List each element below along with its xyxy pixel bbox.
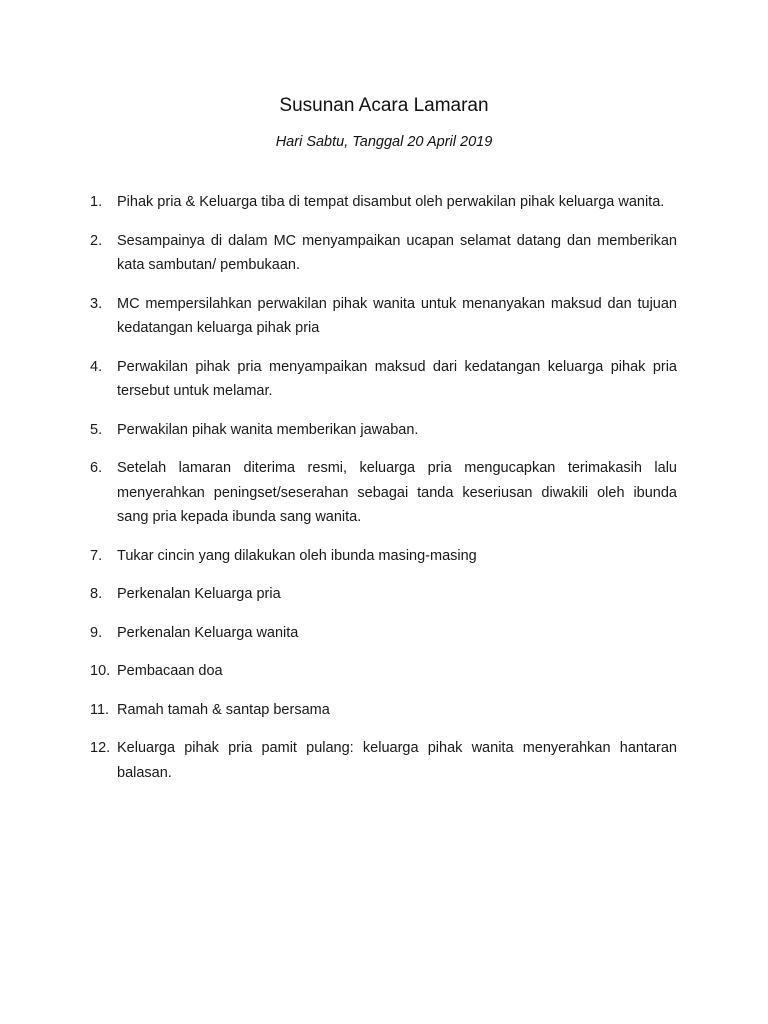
agenda-item	[0, 621, 768, 646]
document-title: Susunan Acara Lamaran	[279, 95, 489, 116]
agenda-item-text: Perkenalan Keluarga pria	[117, 586, 281, 602]
agenda-item-text: Perwakilan pihak wanita memberikan jawaban.	[117, 421, 419, 438]
agenda-item-text: Tukar cincin yang dilakukan oleh ibunda masing-masing	[117, 547, 477, 564]
agenda-item-number: 8.	[90, 586, 103, 602]
agenda-item	[0, 229, 768, 278]
agenda-item-text: Pihak pria & Keluarga tiba di tempat disambut oleh perwakilan pihak keluarga wanita.	[117, 194, 665, 210]
agenda-item	[0, 698, 768, 723]
agenda-item-number: 6.	[90, 460, 103, 476]
agenda-item-number: 2.	[90, 232, 103, 249]
agenda-item	[0, 190, 768, 215]
agenda-item-text: MC mempersilahkan perwakilan pihak wanita untuk menanyakan maksud dan tujuan kedatangan keluarga pihak pria	[117, 295, 677, 336]
agenda-item-number: 9.	[90, 624, 103, 641]
agenda-item-number: 5.	[90, 421, 103, 438]
agenda-item	[0, 736, 768, 785]
agenda-item	[0, 292, 768, 341]
agenda-item	[0, 659, 768, 684]
agenda-item-text: Perkenalan Keluarga wanita	[117, 624, 299, 641]
agenda-item-number: 4.	[90, 358, 103, 375]
agenda-item-number: 3.	[90, 295, 103, 312]
agenda-item	[0, 582, 768, 607]
agenda-item-text: Ramah tamah & santap bersama	[117, 701, 330, 718]
agenda-item-number: 7.	[90, 547, 103, 564]
agenda-item	[0, 544, 768, 569]
agenda-item	[0, 418, 768, 443]
agenda-item-number: 1.	[90, 194, 103, 210]
agenda-item-text: Keluarga pihak pria pamit pulang: keluarga pihak wanita menyerahkan hantaran balasan.	[117, 740, 677, 781]
agenda-item-number: 11.	[90, 701, 110, 718]
agenda-item-text: Pembacaan doa	[117, 663, 223, 679]
agenda-item-number: 10.	[90, 663, 111, 679]
agenda-item	[0, 355, 768, 404]
agenda-item-text: Perwakilan pihak pria menyampaikan maksud dari kedatangan keluarga pihak pria tersebut untuk melamar.	[117, 358, 677, 399]
agenda-item-number: 12.	[90, 740, 111, 756]
document-subtitle: Hari Sabtu, Tanggal 20 April 2019	[275, 134, 493, 150]
agenda-item	[0, 456, 768, 530]
agenda-item-text: Sesampainya di dalam MC menyampaikan ucapan selamat datang dan memberikan kata sambutan/ pembukaan.	[117, 232, 677, 273]
agenda-list	[0, 190, 768, 799]
agenda-item-text: Setelah lamaran diterima resmi, keluarga pria mengucapkan terimakasih lalu menyerahkan peningset/seserahan sebagai tanda keseriusan diwakili oleh ibunda sang pria kepada ibunda sang wanita.	[117, 460, 677, 525]
